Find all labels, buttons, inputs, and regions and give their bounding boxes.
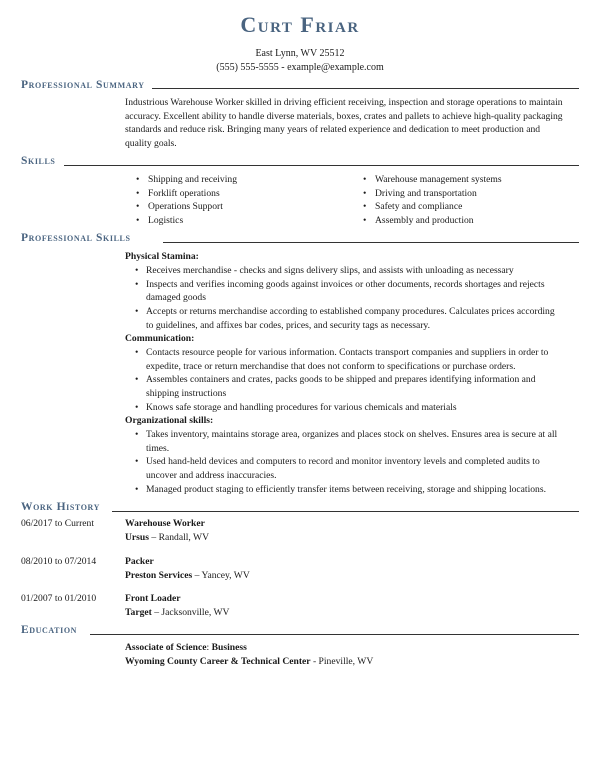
skills-left-column — [136, 173, 237, 228]
section-title-summary: Professional Summary — [21, 79, 145, 91]
bullet-item: • Managed product staging to efficiently transfer items between receiving, storage and shipping locations. — [135, 483, 580, 497]
skill-category-bullets — [135, 428, 580, 497]
section-rule-skills — [64, 165, 579, 166]
education-location: - Pineville, WV — [310, 656, 374, 667]
job-title: Warehouse Worker — [125, 518, 205, 529]
section-title-education: Education — [21, 624, 78, 636]
skill-item: • Safety and compliance — [363, 200, 502, 214]
section-rule-education — [90, 634, 579, 635]
education-degree-separator: : — [206, 642, 212, 653]
bullet-item: • Accepts or returns merchandise according to established company procedures. Calculates prices according to guidelines, and affixes bar codes, prices, and security tags as necessary. — [135, 305, 580, 332]
education-degree: Associate of Science — [125, 642, 207, 653]
bullet-item: • Takes inventory, maintains storage area, organizes and places stock on shelves. Ensures area is secure at all times. — [135, 428, 580, 455]
candidate-name: Curt Friar — [240, 12, 360, 37]
skill-category-title: Communication: — [125, 333, 195, 344]
job-company: Ursus — [125, 532, 149, 543]
job-dates: 01/2007 to 01/2010 — [21, 593, 97, 604]
skill-item: • Warehouse management systems — [363, 173, 502, 187]
skill-item: • Logistics — [136, 214, 237, 228]
section-title-professional-skills: Professional Skills — [21, 232, 131, 244]
skill-item: • Assembly and production — [363, 214, 502, 228]
summary-line: accuracy. Excellent ability to handle diverse materials, boxes, crates and pallets to achieve high-quality packaging — [125, 110, 563, 122]
job-location: – Yancey, WV — [192, 570, 250, 581]
section-rule-work-history — [112, 511, 579, 512]
contact-line — [0, 62, 600, 73]
skill-category-title: Organizational skills: — [125, 415, 214, 426]
skill-item: • Driving and transportation — [363, 187, 502, 201]
skills-right-column — [363, 173, 502, 228]
skill-item: • Shipping and receiving — [136, 173, 237, 187]
education-field: Business — [211, 642, 247, 653]
job-location: – Randall, WV — [149, 532, 210, 543]
bullet-item: • Contacts resource people for various information. Contacts transport companies and suppliers in order to expedite, trace or return merchandise that does not conform to specifications or purchase orders. — [135, 346, 580, 373]
bullet-item: • Knows safe storage and handling procedures for various chemicals and materials — [135, 401, 580, 415]
bullet-item: • Assembles containers and crates, packs goods to be shipped and prepares identifying information and shipping instructions — [135, 373, 580, 400]
contact-separator: - — [278, 62, 288, 73]
section-title-skills: Skills — [21, 155, 56, 167]
email: example@example.com — [287, 62, 384, 73]
skill-category-bullets — [135, 264, 580, 333]
summary-line: quality goals. — [125, 137, 177, 149]
job-title: Front Loader — [125, 593, 181, 604]
job-dates: 06/2017 to Current — [21, 518, 95, 529]
job-location: – Jacksonville, WV — [151, 607, 230, 618]
section-rule-summary — [152, 88, 579, 89]
bullet-item: • Receives merchandise - checks and signs delivery slips, and assists with unloading as necessary — [135, 264, 580, 278]
section-rule-professional-skills — [163, 242, 579, 243]
section-title-work-history: Work History — [21, 501, 100, 513]
address-line: East Lynn, WV 25512 — [255, 48, 345, 59]
summary-line: standards and reduce risk. Bringing many years of related experience and dedication to meet production and — [125, 124, 541, 136]
job-company-line — [125, 607, 229, 618]
job-dates: 08/2010 to 07/2014 — [21, 556, 97, 567]
education-degree-line — [125, 642, 247, 653]
job-company: Target — [125, 607, 152, 618]
job-company-line — [125, 532, 209, 543]
bullet-item: • Inspects and verifies incoming goods against invoices or other documents, records shortages and rejects damaged goods — [135, 278, 580, 305]
education-school-line — [125, 656, 373, 667]
job-company: Preston Services — [125, 570, 193, 581]
bullet-item: • Used hand-held devices and computers to record and monitor inventory levels and completed audits to uncover and address inaccuracies. — [135, 455, 580, 482]
summary-text — [125, 96, 580, 150]
education-school: Wyoming County Career & Technical Center — [125, 656, 311, 667]
job-company-line — [125, 570, 250, 581]
summary-line: Industrious Warehouse Worker skilled in driving efficient receiving, inspection and storage operations to maintain — [125, 97, 563, 108]
skill-category-title: Physical Stamina: — [125, 251, 199, 262]
skill-item: • Forklift operations — [136, 187, 237, 201]
phone: (555) 555-5555 — [216, 62, 279, 73]
skill-item: • Operations Support — [136, 200, 237, 214]
skill-category-bullets — [135, 346, 580, 415]
job-title: Packer — [125, 556, 154, 567]
